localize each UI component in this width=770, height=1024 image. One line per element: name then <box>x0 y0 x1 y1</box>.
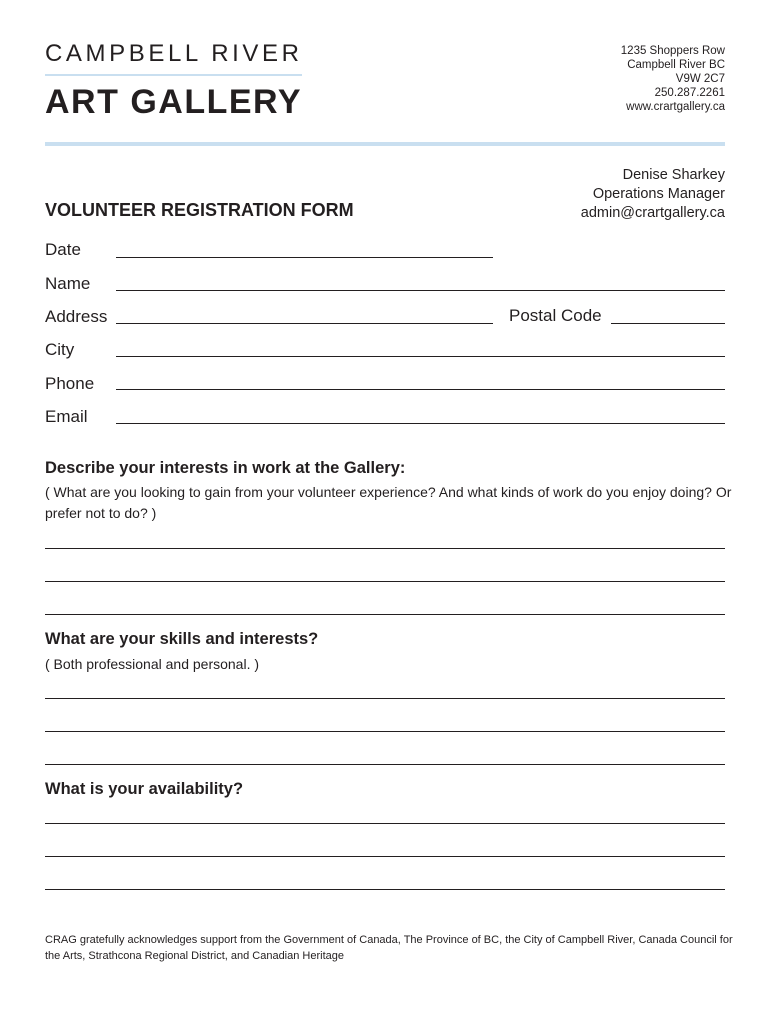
address-field[interactable] <box>116 323 493 324</box>
logo-line-art-gallery: ART GALLERY <box>45 83 303 121</box>
phone-field[interactable] <box>116 389 725 390</box>
address-web[interactable]: www.crartgallery.ca <box>626 101 725 113</box>
name-field[interactable] <box>116 290 725 291</box>
contact-block <box>581 166 725 223</box>
address-city: Campbell River BC <box>627 59 725 71</box>
logo-line-campbell-river: CAMPBELL RIVER <box>45 40 303 67</box>
availability-question-title: What is your availability? <box>45 780 244 798</box>
skills-answer-line[interactable] <box>45 764 725 765</box>
contact-name: Denise Sharkey <box>622 167 725 183</box>
skills-question-title: What are your skills and interests? <box>45 630 319 648</box>
contact-email[interactable]: admin@crartgallery.ca <box>580 205 725 221</box>
skills-answer-line[interactable] <box>45 731 725 732</box>
email-field[interactable] <box>116 423 725 424</box>
logo-divider <box>45 74 302 76</box>
funding-acknowledgement: CRAG gratefully acknowledges support from the Government of Canada, The Province of BC, the City of Campbell River, Canada Council for the Arts, Strathcona Regional District, and Canadian Heritage <box>45 934 733 962</box>
availability-answer-line[interactable] <box>45 823 725 824</box>
city-field[interactable] <box>116 356 725 357</box>
skills-question-hint: ( Both professional and personal. ) <box>45 656 260 672</box>
interests-question-title: Describe your interests in work at the Gallery: <box>45 459 406 477</box>
address-label: Address <box>45 307 108 326</box>
address-postal: V9W 2C7 <box>675 73 725 85</box>
postal-code-label: Postal Code <box>509 306 602 325</box>
interests-answer-line[interactable] <box>45 614 725 615</box>
contact-title: Operations Manager <box>592 186 725 202</box>
interests-question-hint: ( What are you looking to gain from your volunteer experience? And what kinds of work do you enjoy doing? Or prefer not to do? ) <box>45 484 732 521</box>
name-label: Name <box>45 274 91 293</box>
interests-answer-line[interactable] <box>45 548 725 549</box>
phone-label: Phone <box>45 374 95 393</box>
availability-answer-line[interactable] <box>45 856 725 857</box>
postal-code-field[interactable] <box>611 323 725 324</box>
form-title: VOLUNTEER REGISTRATION FORM <box>45 200 354 220</box>
address-street: 1235 Shoppers Row <box>620 45 725 57</box>
availability-answer-line[interactable] <box>45 889 725 890</box>
date-field[interactable] <box>116 257 493 258</box>
gallery-address <box>621 44 725 114</box>
email-label: Email <box>45 407 88 426</box>
date-label: Date <box>45 240 81 259</box>
city-label: City <box>45 340 75 359</box>
header-divider <box>45 142 725 146</box>
address-phone: 250.287.2261 <box>654 87 725 99</box>
interests-answer-line[interactable] <box>45 581 725 582</box>
skills-answer-line[interactable] <box>45 698 725 699</box>
